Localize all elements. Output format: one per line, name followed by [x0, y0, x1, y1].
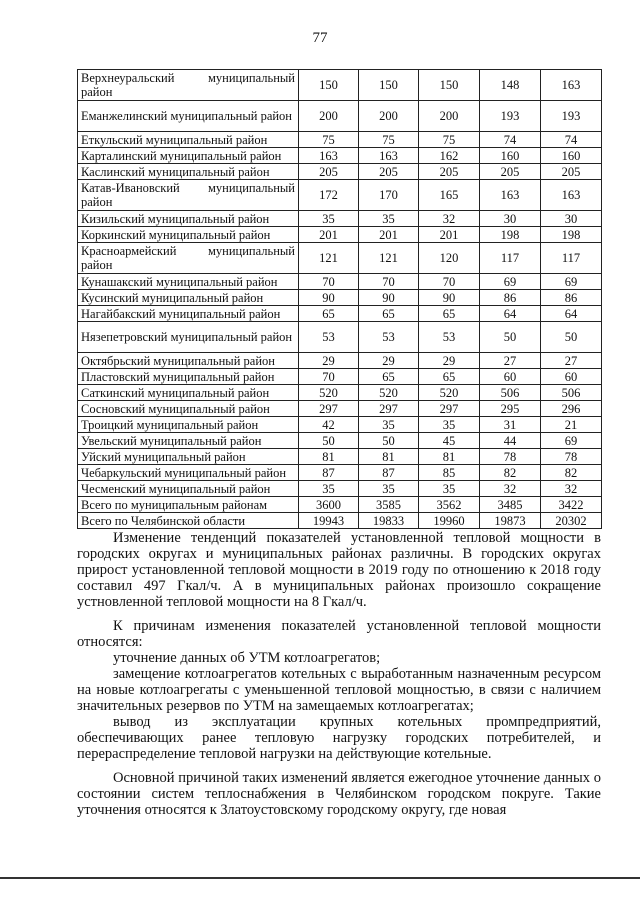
table-row	[78, 513, 602, 529]
value-cell: 193	[480, 101, 541, 132]
table-row	[78, 274, 602, 290]
value-cell: 78	[480, 449, 541, 465]
value-cell: 64	[480, 306, 541, 322]
value-cell: 29	[299, 353, 359, 369]
value-cell: 87	[299, 465, 359, 481]
value-cell: 35	[299, 481, 359, 497]
table-row	[78, 164, 602, 180]
value-cell: 198	[541, 227, 602, 243]
table-row	[78, 148, 602, 164]
value-cell: 200	[419, 101, 480, 132]
value-cell: 117	[541, 243, 602, 274]
value-cell: 165	[419, 180, 480, 211]
value-cell: 35	[359, 211, 419, 227]
value-cell: 297	[359, 401, 419, 417]
value-cell: 65	[299, 306, 359, 322]
value-cell: 19873	[480, 513, 541, 529]
value-cell: 74	[480, 132, 541, 148]
value-cell: 50	[480, 322, 541, 353]
paragraph: уточнение данных об УТМ котлоагрегатов;	[113, 650, 381, 666]
value-cell: 506	[541, 385, 602, 401]
value-cell: 64	[541, 306, 602, 322]
table-row	[78, 306, 602, 322]
value-cell: 29	[359, 353, 419, 369]
value-cell: 520	[419, 385, 480, 401]
district-name: Саткинский муниципальный район	[78, 385, 299, 401]
table-row	[78, 465, 602, 481]
value-cell: 121	[359, 243, 419, 274]
value-cell: 32	[541, 481, 602, 497]
value-cell: 65	[419, 369, 480, 385]
value-cell: 205	[299, 164, 359, 180]
value-cell: 74	[541, 132, 602, 148]
value-cell: 3585	[359, 497, 419, 513]
district-name: Увельский муниципальный район	[78, 433, 299, 449]
value-cell: 117	[480, 243, 541, 274]
page-number: 77	[312, 30, 328, 46]
value-cell: 160	[541, 148, 602, 164]
value-cell: 201	[419, 227, 480, 243]
value-cell: 70	[359, 274, 419, 290]
district-name: Всего по Челябинской области	[78, 513, 299, 529]
table-body	[78, 70, 602, 529]
value-cell: 65	[419, 306, 480, 322]
value-cell: 30	[480, 211, 541, 227]
table-row	[78, 401, 602, 417]
value-cell: 520	[359, 385, 419, 401]
value-cell: 70	[299, 274, 359, 290]
table-row	[78, 101, 602, 132]
footer-divider	[0, 877, 640, 879]
value-cell: 205	[419, 164, 480, 180]
value-cell: 75	[299, 132, 359, 148]
value-cell: 35	[419, 417, 480, 433]
data-table	[77, 69, 602, 529]
table-row	[78, 449, 602, 465]
district-name: Уйский муниципальный район	[78, 449, 299, 465]
value-cell: 162	[419, 148, 480, 164]
value-cell: 163	[480, 180, 541, 211]
value-cell: 50	[541, 322, 602, 353]
paragraph: Основной причиной таких изменений является ежегодное уточнение данных о состоянии систем теплоснабжения в Челябинском городском покруге. Такие уточнения относятся к Златоустовскому городскому округу, где новая	[77, 770, 601, 818]
value-cell: 69	[541, 433, 602, 449]
value-cell: 75	[419, 132, 480, 148]
value-cell: 90	[419, 290, 480, 306]
value-cell: 81	[359, 449, 419, 465]
value-cell: 53	[359, 322, 419, 353]
paragraph: К причинам изменения показателей установленной тепловой мощности относятся:	[77, 618, 601, 650]
table-row	[78, 290, 602, 306]
value-cell: 44	[480, 433, 541, 449]
value-cell: 201	[359, 227, 419, 243]
value-cell: 148	[480, 70, 541, 101]
value-cell: 172	[299, 180, 359, 211]
value-cell: 87	[359, 465, 419, 481]
value-cell: 86	[541, 290, 602, 306]
value-cell: 35	[419, 481, 480, 497]
value-cell: 3600	[299, 497, 359, 513]
district-name: Катав-Ивановский муниципальный район	[78, 180, 299, 211]
value-cell: 53	[299, 322, 359, 353]
value-cell: 50	[359, 433, 419, 449]
table-row	[78, 497, 602, 513]
paragraph: вывод из эксплуатации крупных котельных промпредприятий, обеспечивающих ранее тепловую нагрузку городских потребителей, и перераспределение тепловой нагрузки на действующие котельные.	[77, 714, 601, 762]
value-cell: 86	[480, 290, 541, 306]
table-row	[78, 385, 602, 401]
value-cell: 163	[541, 180, 602, 211]
table-row	[78, 353, 602, 369]
district-name: Еткульский муниципальный район	[78, 132, 299, 148]
value-cell: 200	[299, 101, 359, 132]
district-name: Коркинский муниципальный район	[78, 227, 299, 243]
table-row	[78, 132, 602, 148]
district-name: Чесменский муниципальный район	[78, 481, 299, 497]
value-cell: 90	[359, 290, 419, 306]
value-cell: 20302	[541, 513, 602, 529]
value-cell: 150	[299, 70, 359, 101]
table-row	[78, 322, 602, 353]
value-cell: 163	[359, 148, 419, 164]
value-cell: 120	[419, 243, 480, 274]
value-cell: 27	[480, 353, 541, 369]
value-cell: 69	[541, 274, 602, 290]
value-cell: 35	[299, 211, 359, 227]
value-cell: 19943	[299, 513, 359, 529]
value-cell: 50	[299, 433, 359, 449]
value-cell: 31	[480, 417, 541, 433]
value-cell: 193	[541, 101, 602, 132]
value-cell: 53	[419, 322, 480, 353]
value-cell: 19833	[359, 513, 419, 529]
value-cell: 81	[419, 449, 480, 465]
table-row	[78, 369, 602, 385]
table-row	[78, 180, 602, 211]
value-cell: 82	[480, 465, 541, 481]
district-name: Красноармейский муниципальный район	[78, 243, 299, 274]
value-cell: 297	[299, 401, 359, 417]
value-cell: 295	[480, 401, 541, 417]
value-cell: 82	[541, 465, 602, 481]
value-cell: 35	[359, 481, 419, 497]
value-cell: 65	[359, 369, 419, 385]
value-cell: 201	[299, 227, 359, 243]
value-cell: 198	[480, 227, 541, 243]
district-name: Троицкий муниципальный район	[78, 417, 299, 433]
value-cell: 30	[541, 211, 602, 227]
body-text	[77, 530, 601, 818]
value-cell: 90	[299, 290, 359, 306]
table-row	[78, 243, 602, 274]
district-name: Еманжелинский муниципальный район	[78, 101, 299, 132]
value-cell: 150	[359, 70, 419, 101]
value-cell: 170	[359, 180, 419, 211]
district-name: Верхнеуральский муниципальный район	[78, 70, 299, 101]
value-cell: 3562	[419, 497, 480, 513]
value-cell: 163	[299, 148, 359, 164]
district-name: Нязепетровский муниципальный район	[78, 322, 299, 353]
value-cell: 506	[480, 385, 541, 401]
table-row	[78, 70, 602, 101]
value-cell: 205	[541, 164, 602, 180]
district-name: Пластовский муниципальный район	[78, 369, 299, 385]
value-cell: 65	[359, 306, 419, 322]
value-cell: 32	[419, 211, 480, 227]
value-cell: 3485	[480, 497, 541, 513]
value-cell: 35	[359, 417, 419, 433]
value-cell: 205	[480, 164, 541, 180]
district-name: Карталинский муниципальный район	[78, 148, 299, 164]
district-name: Кизильский муниципальный район	[78, 211, 299, 227]
value-cell: 78	[541, 449, 602, 465]
value-cell: 70	[419, 274, 480, 290]
value-cell: 297	[419, 401, 480, 417]
table-row	[78, 211, 602, 227]
table-row	[78, 227, 602, 243]
district-name: Чебаркульский муниципальный район	[78, 465, 299, 481]
value-cell: 150	[419, 70, 480, 101]
value-cell: 70	[299, 369, 359, 385]
value-cell: 19960	[419, 513, 480, 529]
district-name: Кунашакский муниципальный район	[78, 274, 299, 290]
value-cell: 60	[480, 369, 541, 385]
table-row	[78, 417, 602, 433]
table-row	[78, 433, 602, 449]
value-cell: 85	[419, 465, 480, 481]
table-row	[78, 481, 602, 497]
district-name: Всего по муниципальным районам	[78, 497, 299, 513]
value-cell: 29	[419, 353, 480, 369]
district-name: Сосновский муниципальный район	[78, 401, 299, 417]
value-cell: 520	[299, 385, 359, 401]
value-cell: 32	[480, 481, 541, 497]
district-name: Нагайбакский муниципальный район	[78, 306, 299, 322]
value-cell: 163	[541, 70, 602, 101]
value-cell: 200	[359, 101, 419, 132]
value-cell: 121	[299, 243, 359, 274]
value-cell: 3422	[541, 497, 602, 513]
district-name: Кусинский муниципальный район	[78, 290, 299, 306]
paragraph: Изменение тенденций показателей установленной тепловой мощности в городских округах и муниципальных районах различны. В городских округах прирост установленной тепловой мощности в 2019 году по отношению к 2018 году составил 497 Гкал/ч. А в муниципальных районах произошло сокращение устновленной тепловой мощности на 8 Гкал/ч.	[77, 530, 601, 610]
value-cell: 69	[480, 274, 541, 290]
value-cell: 81	[299, 449, 359, 465]
value-cell: 160	[480, 148, 541, 164]
value-cell: 21	[541, 417, 602, 433]
value-cell: 75	[359, 132, 419, 148]
value-cell: 45	[419, 433, 480, 449]
paragraph: замещение котлоагрегатов котельных с выработанным назначенным ресурсом на новые котлоагрегаты с уменьшенной тепловой мощностью, в связи с наличием значительных резервов по УТМ на замещаемых котлоагрегатах;	[77, 666, 601, 714]
value-cell: 296	[541, 401, 602, 417]
value-cell: 42	[299, 417, 359, 433]
value-cell: 205	[359, 164, 419, 180]
district-name: Каслинский муниципальный район	[78, 164, 299, 180]
value-cell: 60	[541, 369, 602, 385]
district-name: Октябрьский муниципальный район	[78, 353, 299, 369]
value-cell: 27	[541, 353, 602, 369]
